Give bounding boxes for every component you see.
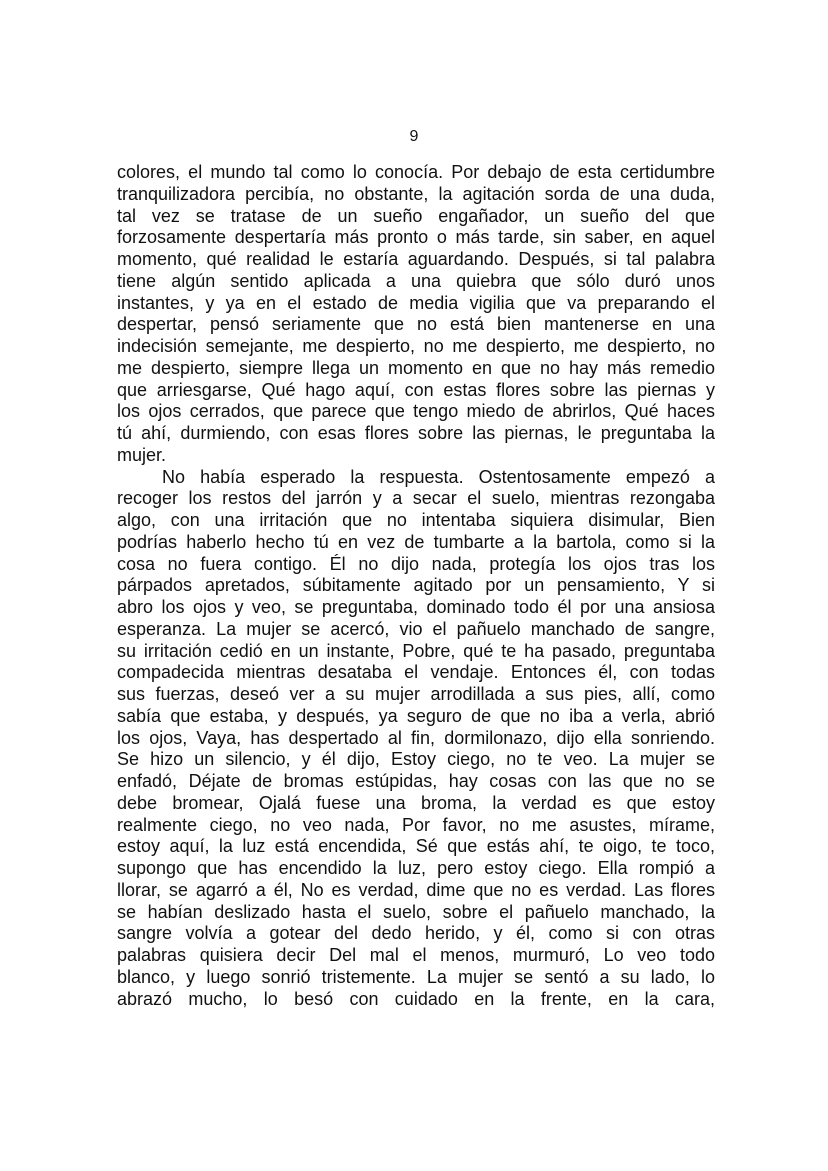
- paragraph-start-line: No había esperado la respuesta. Ostentosamente empezó a: [162, 466, 715, 487]
- page-number: 9: [409, 128, 419, 145]
- text-line: colores, el mundo tal como lo conocía. Por debajo de esta certidumbre: [117, 162, 715, 182]
- text-line: párpados apretados, súbitamente agitado por un pensamiento, Y si: [117, 575, 715, 596]
- text-line: realmente ciego, no veo nada, Por favor, no me asustes, mírame,: [117, 814, 715, 835]
- text-line: supongo que has encendido la luz, pero estoy ciego. Ella rompió a: [117, 858, 715, 878]
- text-line: abrazó mucho, lo besó con cuidado en la frente, en la cara,: [117, 988, 715, 1009]
- text-line: sabía que estaba, y después, ya seguro de que no iba a verla, abrió: [117, 705, 715, 726]
- text-line: estoy aquí, la luz está encendida, Sé que estás ahí, te oigo, te toco,: [117, 836, 715, 857]
- text-line: su irritación cedió en un instante, Pobre, qué te ha pasado, preguntaba: [117, 640, 715, 661]
- paragraph-end-line: mujer.: [117, 444, 167, 465]
- text-line: cosa no fuera contigo. Él no dijo nada, protegía los ojos tras los: [117, 553, 715, 574]
- text-line: los ojos cerrados, que parece que tengo miedo de abrirlos, Qué haces: [117, 401, 715, 422]
- text-line: compadecida mientras desataba el vendaje. Entonces él, con todas: [117, 662, 715, 683]
- text-line: Se hizo un silencio, y él dijo, Estoy ciego, no te veo. La mujer se: [117, 749, 715, 770]
- text-line: me despierto, siempre llega un momento en que no hay más remedio: [117, 357, 715, 378]
- text-line: los ojos, Vaya, has despertado al fin, dormilonazo, dijo ella sonriendo.: [117, 727, 715, 748]
- text-line: que arriesgarse, Qué hago aquí, con estas flores sobre las piernas y: [117, 379, 715, 400]
- text-line: llorar, se agarró a él, No es verdad, dime que no es verdad. Las flores: [117, 879, 715, 900]
- text-line: enfadó, Déjate de bromas estúpidas, hay cosas con las que no se: [117, 771, 715, 791]
- text-line: se habían deslizado hasta el suelo, sobre el pañuelo manchado, la: [117, 901, 715, 922]
- text-line: podrías haberlo hecho tú en vez de tumbarte a la bartola, como si la: [117, 531, 715, 552]
- text-line: abro los ojos y veo, se preguntaba, dominado todo él por una ansiosa: [117, 597, 715, 617]
- text-line: indecisión semejante, me despierto, no me despierto, me despierto, no: [117, 336, 715, 356]
- text-line: forzosamente despertaría más pronto o más tarde, sin saber, en aquel: [117, 227, 715, 248]
- text-line: algo, con una irritación que no intentaba siquiera disimular, Bien: [117, 510, 715, 530]
- text-line: tal vez se tratase de un sueño engañador, un sueño del que: [117, 205, 715, 226]
- text-line: blanco, y luego sonrió tristemente. La mujer se sentó a su lado, lo: [117, 966, 715, 987]
- body-text: [117, 162, 715, 1010]
- text-line: palabras quisiera decir Del mal el menos, murmuró, Lo veo todo: [117, 945, 715, 965]
- text-line: despertar, pensó seriamente que no está bien mantenerse en una: [117, 314, 715, 335]
- text-line: tranquilizadora percibía, no obstante, la agitación sorda de una duda,: [117, 183, 715, 204]
- text-line: momento, qué realidad le estaría aguardando. Después, si tal palabra: [117, 249, 715, 269]
- text-line: sangre volvía a gotear del dedo herido, y él, como si con otras: [117, 923, 715, 944]
- text-line: esperanza. La mujer se acercó, vio el pañuelo manchado de sangre,: [117, 618, 715, 639]
- text-line: recoger los restos del jarrón y a secar el suelo, mientras rezongaba: [117, 488, 715, 509]
- text-line: tiene algún sentido aplicada a una quiebra que sólo duró unos: [117, 270, 715, 291]
- text-line: debe bromear, Ojalá fuese una broma, la verdad es que estoy: [117, 792, 715, 813]
- text-line: instantes, y ya en el estado de media vigilia que va preparando el: [117, 292, 715, 313]
- text-line: tú ahí, durmiendo, con esas flores sobre las piernas, le preguntaba la: [117, 423, 715, 443]
- text-line: sus fuerzas, deseó ver a su mujer arrodillada a sus pies, allí, como: [117, 684, 715, 704]
